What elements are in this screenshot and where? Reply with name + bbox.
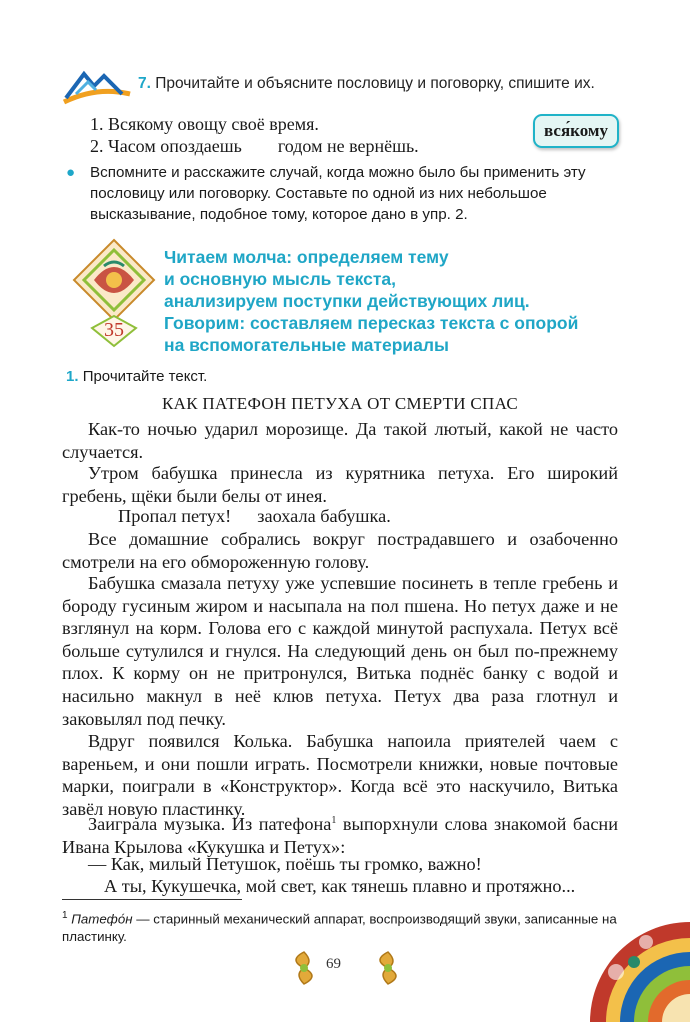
proverb-2-part-a: 2. Часом опоздаешь <box>90 136 242 156</box>
lesson-title-line: анализируем поступки действующих лиц. <box>164 291 530 311</box>
footnote-text: — старинный механический аппарат, воспроизводящий звуки, записанные на пластинку. <box>62 911 617 945</box>
task-7-bullet: Вспомните и расскажите случай, когда можно было бы применить эту пословицу или поговорку. Составьте по одной из них небольшое высказывание, подобное тому, которое дано в упр. 2. <box>90 164 586 223</box>
dialogue-author: заохала бабушка. <box>257 506 391 526</box>
footnote-ref: 1 <box>331 815 337 826</box>
lesson-number: 35 <box>104 319 124 341</box>
proverb-1-text: 1. Всякому овощу своё время. <box>90 114 319 134</box>
proverb-1 <box>90 114 319 135</box>
paragraph-text: Заиграла музыка. Из патефона <box>88 814 332 835</box>
story-paragraph: Утром бабушка принесла из курятника петуха. Его широкий гребень, щёки были белы от инея. <box>62 463 618 506</box>
page-ornament-icon <box>284 948 324 988</box>
word-badge: вся́кому <box>533 114 619 148</box>
footnote-term: Патефо́н <box>71 911 133 927</box>
footnote <box>62 907 618 946</box>
story-paragraph: Вдруг появился Колька. Бабушка напоила приятелей чаем с вареньем, и они пошли играть. Посмотрели книжки, новые почтовые марки, поиграли в «Конструктор». Когда всё это наскучило, Витька завёл новую пластинку. <box>62 731 618 819</box>
dialogue-speech: Пропал петух! <box>118 506 232 526</box>
corner-ornament-icon <box>586 912 690 1022</box>
page-number: 69 <box>326 956 341 972</box>
mountains-icon <box>62 64 132 108</box>
page-ornament-icon <box>368 948 408 988</box>
story-dialogue <box>118 506 391 527</box>
task-text: Прочитайте текст. <box>82 368 208 385</box>
lesson-title-line: Читаем молча: определяем тему <box>164 247 449 267</box>
story-paragraph: Все домашние собрались вокруг пострадавшего и озабоченно смотрели на его обмороженную голову. <box>62 529 618 572</box>
lesson-title <box>164 246 624 356</box>
story-paragraph: Бабушка смазала петуху уже успевшие посинеть в тепле гребень и бороду гусиным жиром и насыпала на пол пшена. Но петух даже и не взглянул на корм. Голова его с каждой минутой распухала. Петух всё больше сутулился и гнулся. На следующий день он был по-прежнему плох. К корму он не притронулся, Витька поднёс банку с водой и насильно макнул в неё клюв петуха. Петух два раза глотнул и заковылял под печку. <box>62 573 618 729</box>
footnote-mark: 1 <box>62 910 68 921</box>
task-number: 1. <box>66 368 79 385</box>
proverb-2 <box>90 136 419 157</box>
story-title: КАК ПАТЕФОН ПЕТУХА ОТ СМЕРТИ СПАС <box>162 394 518 413</box>
task-text: Прочитайте и объясните пословицу и поговорку, спишите их. <box>155 75 595 92</box>
footnote-divider <box>62 899 242 900</box>
lesson-ornament-icon <box>68 236 160 348</box>
task-1-instruction <box>66 368 207 385</box>
story-verse-line: — Как, милый Петушок, поёшь ты громко, важно! <box>88 854 482 874</box>
bullet-icon: ● <box>66 164 76 181</box>
story-paragraph <box>62 810 618 858</box>
paragraph-text: выпорхнули слова знакомой басни Ивана Крылова «Кукушка и Петух»: <box>62 814 618 857</box>
lesson-title-line: Говорим: составляем пересказ текста с опорой <box>164 313 579 333</box>
task-number: 7. <box>138 75 151 92</box>
proverb-2-part-b: годом не вернёшь. <box>277 136 419 156</box>
lesson-title-line: на вспомогательные материалы <box>164 335 449 355</box>
story-verse-line: А ты, Кукушечка, мой свет, как тянешь плавно и протяжно... <box>104 876 576 896</box>
lesson-title-line: и основную мысль текста, <box>164 269 397 289</box>
task-7-instruction <box>138 75 595 93</box>
story-paragraph: Как-то ночью ударил морозище. Да такой лютый, какой не часто случается. <box>62 419 618 462</box>
